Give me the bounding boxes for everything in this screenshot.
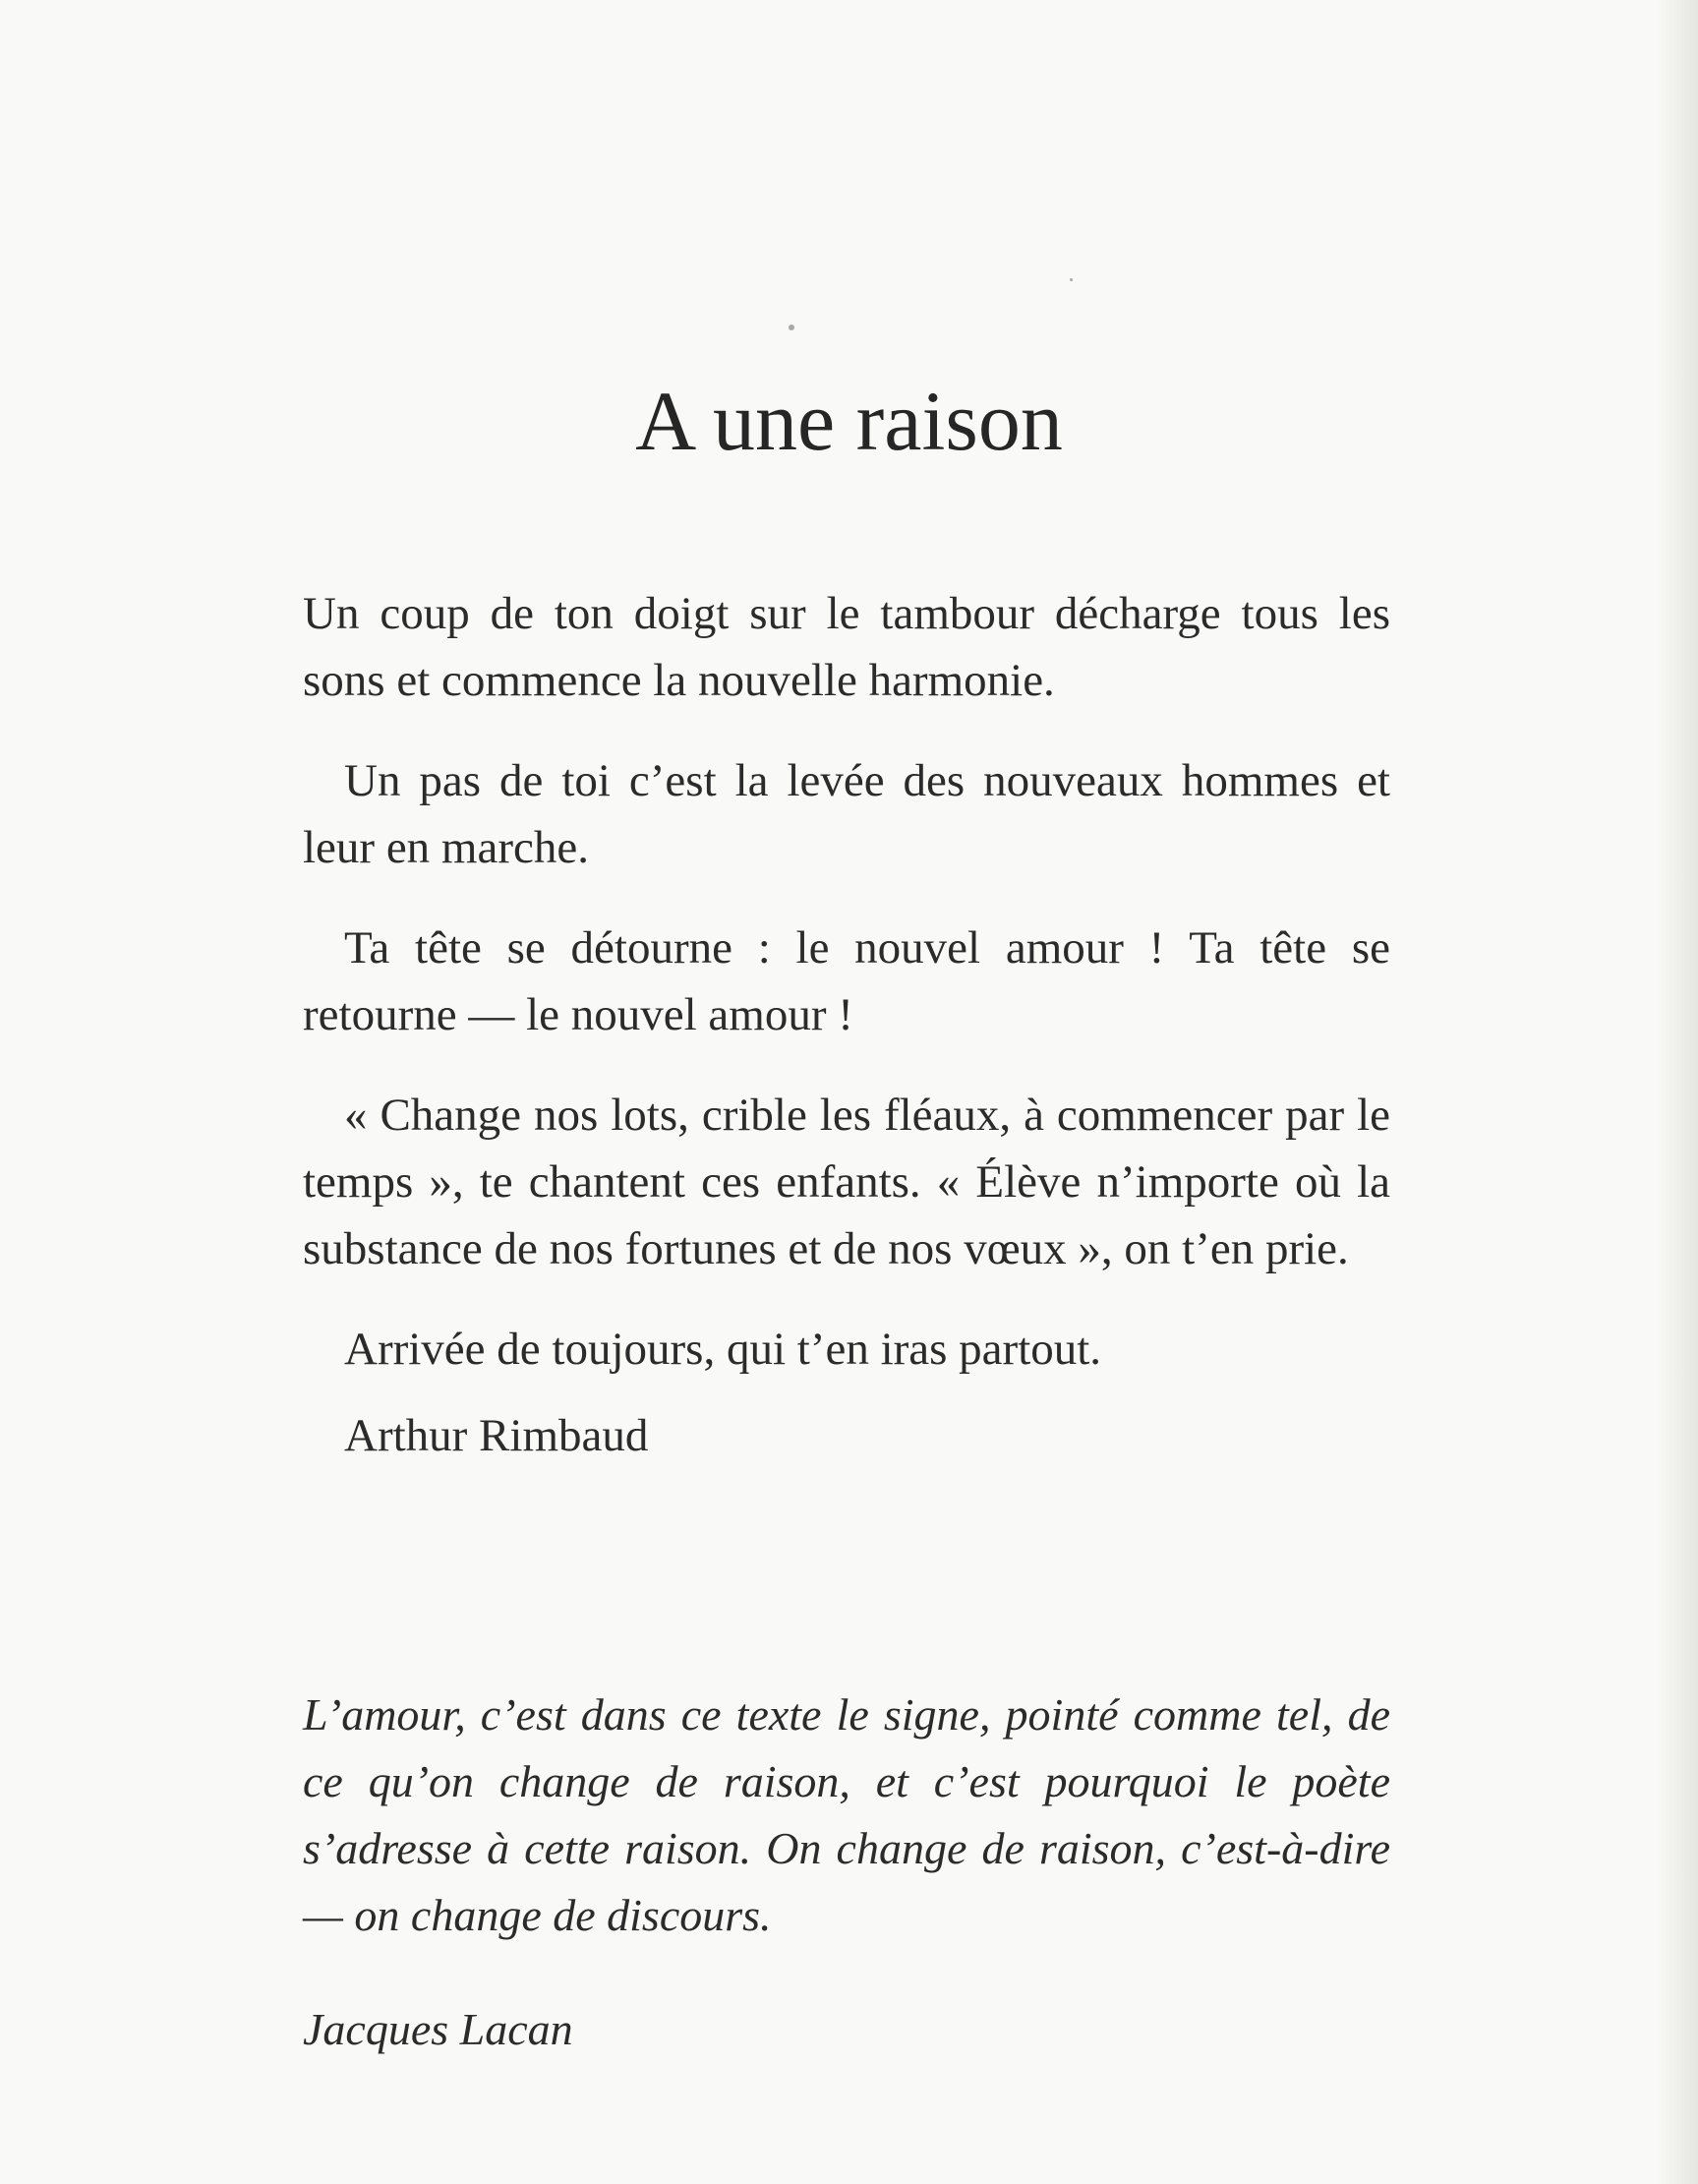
paper-speck xyxy=(789,325,794,330)
commentary-block xyxy=(303,1682,1390,2063)
poem-paragraph: Arrivée de toujours, qui t’en iras partout. xyxy=(344,1324,1102,1375)
poem-paragraph: « Change nos lots, crible les fléaux, à commencer par le temps », te chantent ces enfants. « Élève n’importe où la substance de nos fortunes et de nos vœux », on t’en prie. xyxy=(303,1090,1390,1274)
poem-body xyxy=(303,580,1390,1503)
page-edge-shadow xyxy=(1657,0,1698,2184)
poem-title: A une raison xyxy=(635,374,1063,468)
poem-paragraph: Un pas de toi c’est la levée des nouveaux hommes et leur en marche. xyxy=(303,755,1390,873)
paper-speck xyxy=(1070,278,1073,281)
poem-paragraph: Un coup de ton doigt sur le tambour décharge tous les sons et commence la nouvelle harmonie. xyxy=(303,588,1390,706)
poem-paragraph: Ta tête se détourne : le nouvel amour ! Ta tête se retourne — le nouvel amour ! xyxy=(303,922,1390,1040)
commentary-text: L’amour, c’est dans ce texte le signe, pointé comme tel, de ce qu’on change de raison, et c’est pourquoi le poète s’adresse à cette raison. On change de raison, c’est-à-dire — on change de discours. xyxy=(303,1689,1390,1940)
commentary-author: Jacques Lacan xyxy=(303,2004,573,2054)
poem-author: Arthur Rimbaud xyxy=(344,1410,649,1461)
